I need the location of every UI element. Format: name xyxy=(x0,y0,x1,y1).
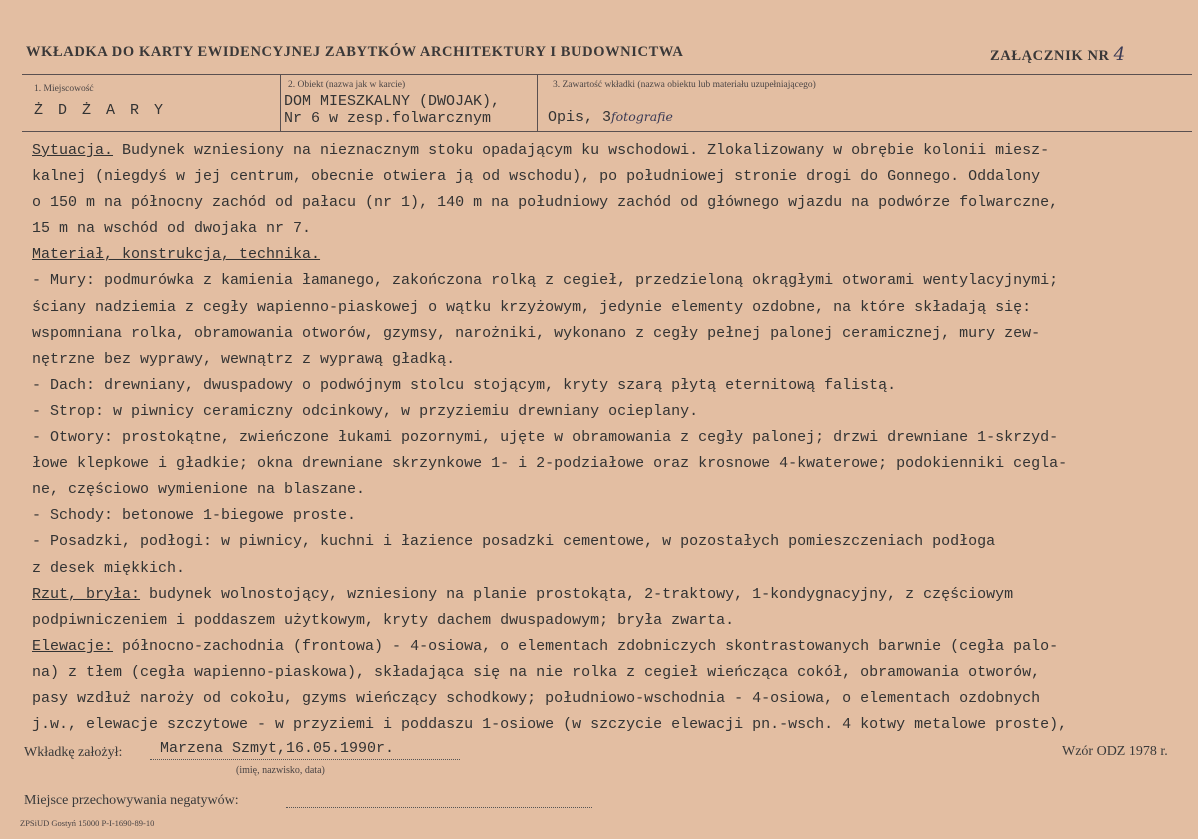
description-body xyxy=(32,138,1192,738)
line-text: - Dach: drewniany, dwuspadowy o podwójnym stolcu stojącym, kryty szarą płytą eternitową falistą. xyxy=(32,376,897,394)
description-line xyxy=(32,373,1192,399)
description-line xyxy=(32,556,1192,582)
object-value-line2: Nr 6 w zesp.folwarcznym xyxy=(284,110,492,127)
contents-label: 3. Zawartość wkładki (nazwa obiektu lub materiału uzupełniającego) xyxy=(553,80,816,90)
line-text: - Mury: podmurówka z kamienia łamanego, zakończona rolką z cegieł, przedzieloną okrągłymi otworami wentylacyjnymi; xyxy=(32,272,1059,290)
printer-mark: ZPSiUD Gostyń 15000 P-I-1690-89-10 xyxy=(20,818,155,828)
line-text: - Schody: betonowe 1-biegowe proste. xyxy=(32,507,357,525)
object-label: 2. Obiekt (nazwa jak w karcie) xyxy=(288,80,406,90)
line-text: północno-zachodnia (frontowa) - 4-osiowa, o elementach zdobniczych skontrastowanych barwnie (cegła palo- xyxy=(113,637,1059,655)
line-text: z desek miękkich. xyxy=(32,559,186,577)
section-heading: Sytuacja. xyxy=(32,142,114,159)
description-line xyxy=(32,268,1192,294)
line-text: - Posadzki, podłogi: w piwnicy, kuchni i łazience posadzki cementowe, w pozostałych pomieszczeniach podłoga xyxy=(32,533,996,551)
locality-label: 1. Miejscowość xyxy=(34,84,94,94)
section-heading: Elewacje: xyxy=(32,637,114,655)
object-value-line1: DOM MIESZKALNY (DWOJAK), xyxy=(284,93,501,110)
description-line xyxy=(32,399,1192,425)
card-title: WKŁADKA DO KARTY EWIDENCYJNEJ ZABYTKÓW ARCHITEKTURY I BUDOWNICTWA xyxy=(26,44,684,60)
description-line xyxy=(32,712,1192,738)
created-by-hint: (imię, nazwisko, data) xyxy=(236,765,325,776)
description-line xyxy=(32,686,1192,712)
created-by-value: Marzena Szmyt,16.05.1990r. xyxy=(160,740,395,757)
annex-number: 4 xyxy=(1113,44,1126,65)
annex-label-text: ZAŁĄCZNIK NR xyxy=(990,48,1110,64)
contents-value xyxy=(548,109,673,126)
annex-label xyxy=(990,44,1126,65)
description-line xyxy=(32,634,1192,660)
description-line xyxy=(32,608,1192,634)
line-text: Budynek wzniesiony na nieznacznym stoku opadającym ku wschodowi. Zlokalizowany w obrębie kolonii miesz- xyxy=(113,142,1050,159)
created-by-label: Wkładkę założył: xyxy=(24,745,123,760)
line-text: - Otwory: prostokątne, zwieńczone łukami pozornymi, ujęte w obramowania z cegły palonej; drzwi drewniane 1-skrzyd- xyxy=(32,429,1059,447)
line-text: wspomniana rolka, obramowania otworów, gzymsy, narożniki, wykonano z cegły pełnej palonej ceramicznej, mury zew- xyxy=(32,324,1041,342)
line-text: ściany nadziemia z cegły wapienno-piaskowej o wątku krzyżowym, jedynie elementy ozdobne, na które składają się: xyxy=(32,298,1032,316)
created-by-line xyxy=(150,758,460,760)
line-text: łowe klepkowe i gładkie; okna drewniane skrzynkowe 1- i 2-podziałowe oraz krosnowe 4-kwaterowe; podokienniki cegla- xyxy=(32,455,1068,473)
negatives-label: Miejsce przechowywania negatywów: xyxy=(24,793,239,808)
locality-value: Ż D Ż A R Y xyxy=(34,102,167,119)
description-line xyxy=(32,242,1192,268)
line-text: podpiwniczeniem i poddaszem użytkowym, kryty dachem dwuspadowym; bryła zwarta. xyxy=(32,611,735,629)
line-text: ne, częściowo wymienione na blaszane. xyxy=(32,481,366,499)
description-line xyxy=(32,164,1192,190)
contents-value-typed: Opis, 3 xyxy=(548,109,612,126)
description-line xyxy=(32,477,1192,503)
description-line xyxy=(32,295,1192,321)
description-line xyxy=(32,216,1192,242)
description-line xyxy=(32,190,1192,216)
contents-handwritten: fotografie xyxy=(611,109,673,124)
template-mark: Wzór ODZ 1978 r. xyxy=(1062,744,1168,759)
description-line xyxy=(32,503,1192,529)
description-line xyxy=(32,138,1192,164)
line-text: 15 m na wschód od dwojaka nr 7. xyxy=(32,220,312,238)
line-text: nętrzne bez wyprawy, wewnątrz z wyprawą gładką. xyxy=(32,350,456,368)
line-text: pasy wzdłuż naroży od cokołu, gzyms wieńczący schodkowy; południowo-wschodnia - 4-osiowa, o elementach ozdobnych xyxy=(32,689,1041,707)
section-heading: Materiał, konstrukcja, technika. xyxy=(32,246,321,264)
line-text: kalnej (niegdyś w jej centrum, obecnie otwiera ją od wschodu), po południowej stronie drogi do Gonnego. Oddalony xyxy=(32,168,1041,186)
negatives-line xyxy=(286,806,592,808)
description-line xyxy=(32,347,1192,373)
line-text: - Strop: w piwnicy ceramiczny odcinkowy, w przyziemiu drewniany ocieplany. xyxy=(32,402,699,420)
description-line xyxy=(32,451,1192,477)
description-line xyxy=(32,660,1192,686)
description-line xyxy=(32,582,1192,608)
line-text: budynek wolnostojący, wzniesiony na planie prostokąta, 2-traktowy, 1-kondygnacyjny, z częściowym xyxy=(140,585,1014,603)
field-top-rule xyxy=(22,74,1192,75)
field-divider-1 xyxy=(280,74,281,131)
line-text: na) z tłem (cegła wapienno-piaskowa), składająca się na nie rolka z cegieł wieńcząca cokół, obramowania otworów, xyxy=(32,663,1041,681)
description-line xyxy=(32,321,1192,347)
line-text: j.w., elewacje szczytowe - w przyziemi i poddaszu 1-osiowe (w szczycie elewacji pn.-wsch. 4 kotwy metalowe proste), xyxy=(32,716,1068,734)
field-bottom-rule xyxy=(22,131,1192,132)
field-divider-2 xyxy=(537,74,538,131)
section-heading: Rzut, bryła: xyxy=(32,585,141,603)
line-text: o 150 m na północny zachód od pałacu (nr 1), 140 m na południowy zachód od głównego wjazdu na podwórze folwarczne, xyxy=(32,194,1059,212)
description-line xyxy=(32,425,1192,451)
description-line xyxy=(32,529,1192,555)
